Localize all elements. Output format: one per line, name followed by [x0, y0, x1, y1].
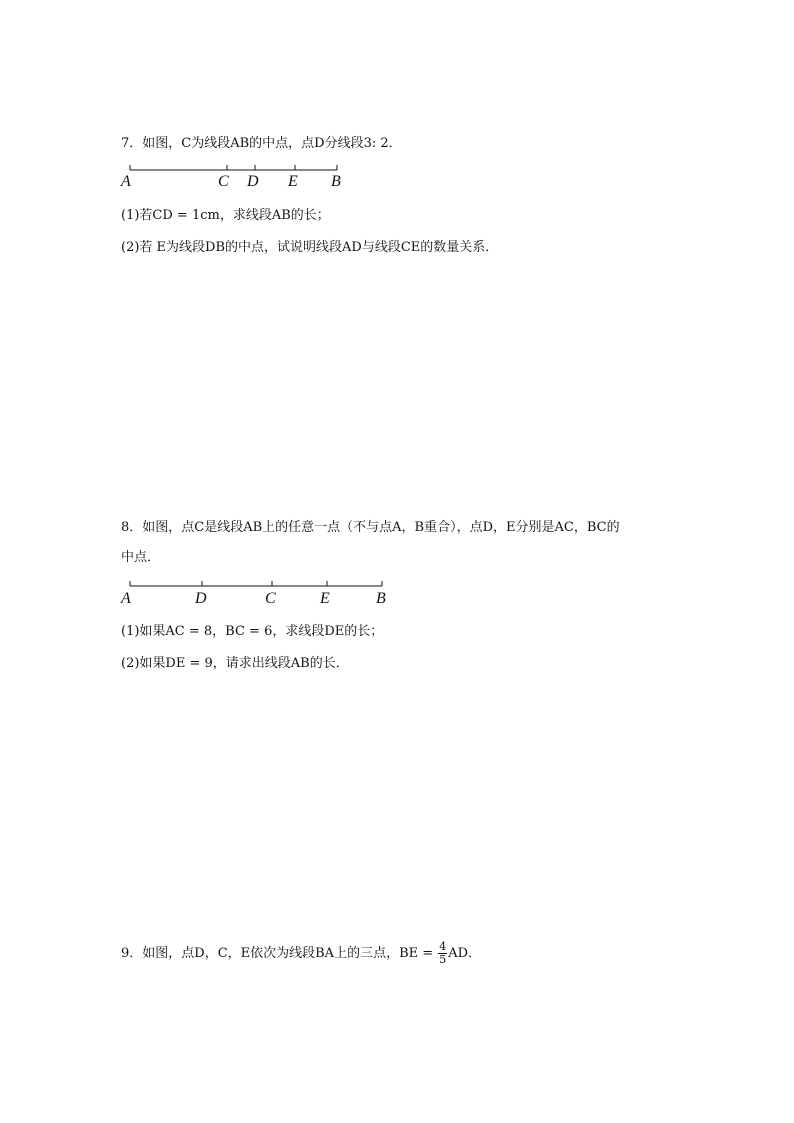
label-D: D: [195, 590, 207, 607]
label-B: B: [376, 590, 386, 607]
problem-8-statement: 8．如图，点C是线段AB上的任意一点（不与点A，B重合），点D，E分别是AC，BC的: [121, 520, 620, 535]
problem-8-figure: [112, 576, 402, 608]
problem-7-statement: 7．如图，C为线段AB的中点，点D分线段3: 2．: [121, 136, 402, 151]
problem-9-text-after: AD．: [448, 946, 482, 961]
problem-7-figure: [112, 160, 362, 192]
problem-7-part-2: (2)若 E为线段DB的中点，试说明线段AD与线段CE的数量关系．: [121, 240, 499, 255]
fraction-denominator: 5: [439, 953, 447, 966]
label-A: A: [121, 590, 131, 607]
label-C: C: [265, 590, 276, 607]
fraction-numerator: 4: [439, 940, 447, 953]
problem-9-text-before: 9．如图，点D，C，E依次为线段BA上的三点，BE =: [121, 946, 438, 961]
label-A: A: [121, 173, 131, 190]
problem-8-part-1: (1)如果AC = 8，BC = 6，求线段DE的长；: [121, 624, 384, 639]
label-B: B: [331, 173, 341, 190]
label-E: E: [320, 590, 330, 607]
problem-8-part-2: (2)如果DE = 9，请求出线段AB的长．: [121, 656, 349, 671]
label-C: C: [218, 173, 229, 190]
label-E: E: [288, 173, 298, 190]
fraction-four-fifths: [438, 941, 447, 966]
problem-7-part-1: (1)若CD = 1cm，求线段AB的长；: [121, 208, 330, 223]
problem-9-statement: [121, 939, 481, 969]
label-D: D: [247, 173, 259, 190]
problem-8-statement-cont: 中点．: [121, 550, 161, 565]
